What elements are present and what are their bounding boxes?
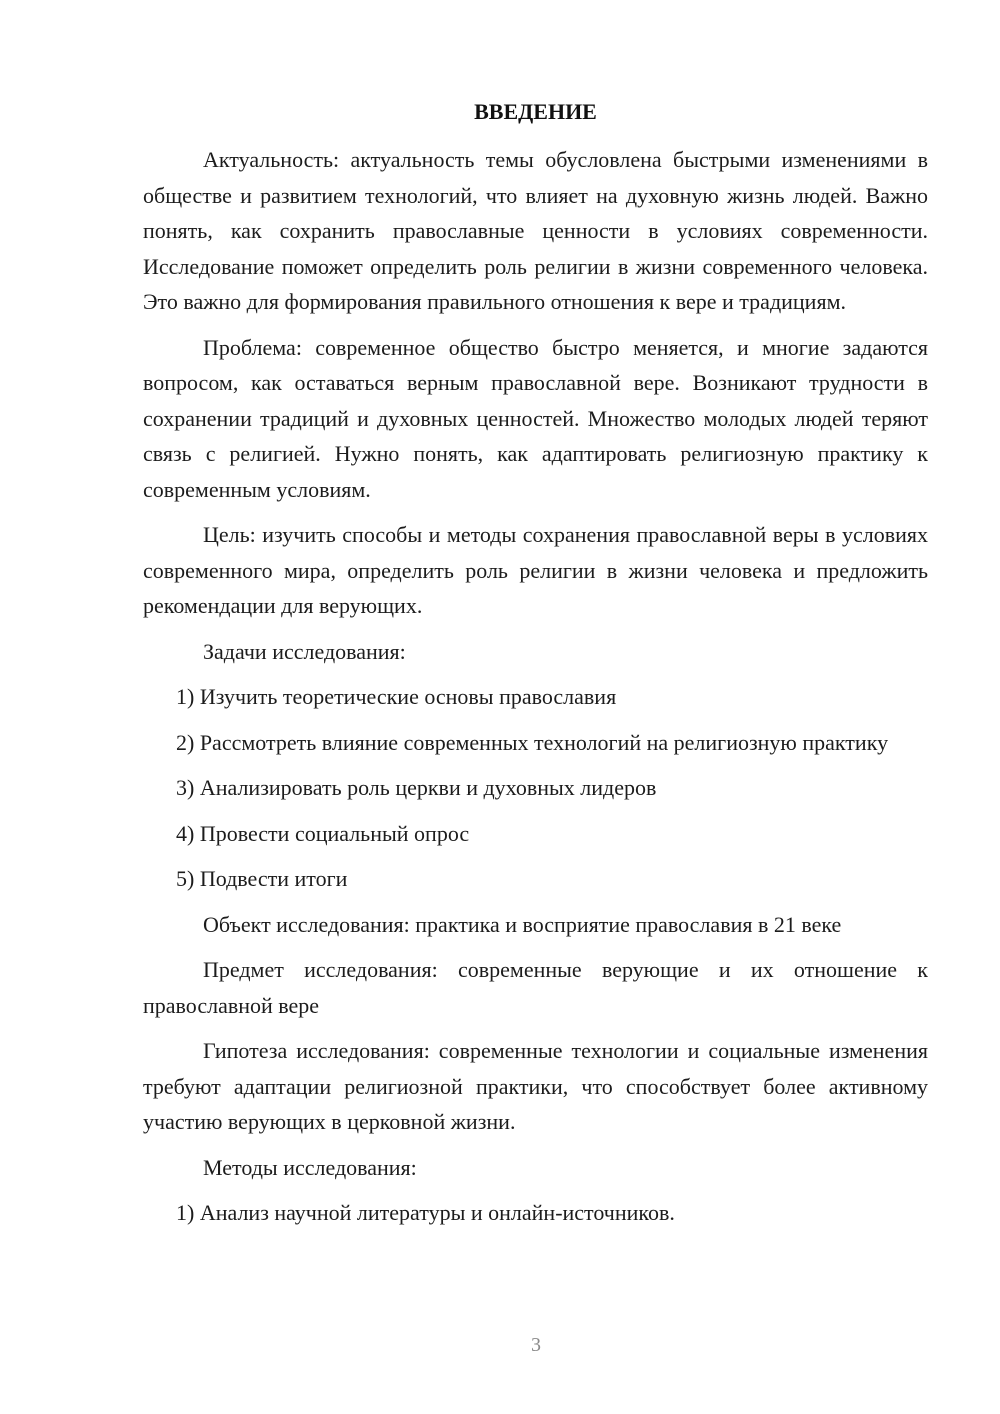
- tasks-heading: Задачи исследования:: [203, 638, 406, 664]
- hypothesis-paragraph: Гипотеза исследования: современные технологии и социальные изменения требуют адаптации религиозной практики, что способствует более активному участию верующих в церковной жизни.: [143, 1038, 928, 1134]
- task-item-4: 4) Провести социальный опрос: [176, 820, 470, 846]
- problem-paragraph: Проблема: современное общество быстро меняется, и многие задаются вопросом, как оставаться верным православной вере. Возникают трудности в сохранении традиций и духовных ценностей. Множество молодых людей теряют связь с религией. Нужно понять, как адаптировать религиозную практику к современным условиям.: [143, 334, 928, 502]
- goal-paragraph: Цель: изучить способы и методы сохранения православной веры в условиях современного мира, определить роль религии в жизни человека и предложить рекомендации для верующих.: [143, 522, 928, 618]
- body-text: [143, 142, 928, 1231]
- task-item-5: 5) Подвести итоги: [176, 866, 348, 891]
- subject-paragraph: Предмет исследования: современные верующие и их отношение к православной вере: [143, 957, 928, 1018]
- section-heading: ВВЕДЕНИЕ: [474, 99, 597, 124]
- object-paragraph: Объект исследования: практика и восприятие православия в 21 веке: [203, 911, 842, 937]
- page-number: 3: [531, 1334, 541, 1356]
- task-item-3: 3) Анализировать роль церкви и духовных лидеров: [176, 775, 657, 800]
- method-item-1: 1) Анализ научной литературы и онлайн-источников.: [176, 1200, 675, 1225]
- task-item-1: 1) Изучить теоретические основы православия: [176, 684, 617, 709]
- task-item-2: 2) Рассмотреть влияние современных технологий на религиозную практику: [176, 729, 889, 755]
- relevance-paragraph: Актуальность: актуальность темы обусловлена быстрыми изменениями в обществе и развитием технологий, что влияет на духовную жизнь людей. Важно понять, как сохранить православные ценности в условиях современности. Исследование поможет определить роль религии в жизни современного человека. Это важно для формирования правильного отношения к вере и традициям.: [143, 147, 928, 314]
- methods-heading: Методы исследования:: [203, 1154, 417, 1180]
